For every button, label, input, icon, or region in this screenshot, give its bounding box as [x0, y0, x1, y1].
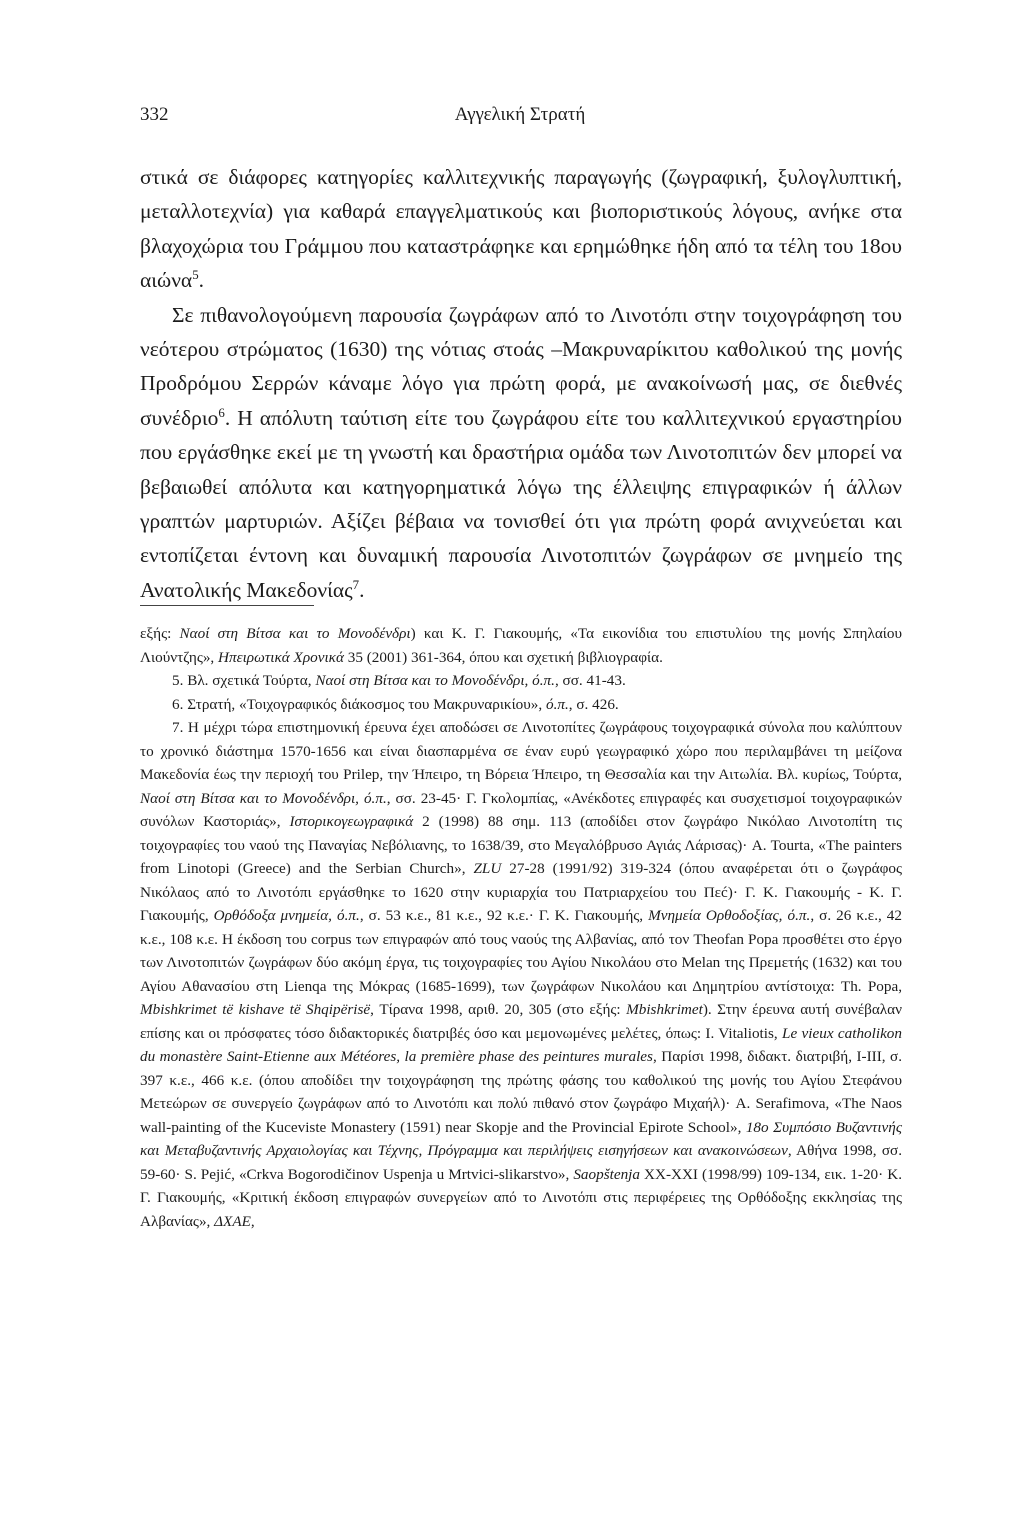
footnote-separator	[140, 605, 314, 606]
footnote-continuation	[140, 622, 902, 669]
fn7-text-5: , σ. 53 κ.ε., 81 κ.ε., 92 κ.ε.· Γ. Κ. Γιακουμής,	[359, 907, 649, 924]
fn7-italic-2: Ιστορικογεωγραφικά	[289, 813, 414, 830]
paragraph-2-text-b: . Η απόλυτη ταύτιση είτε του ζωγράφου είτε του καλλιτεχνικού εργαστηρίου που εργάσθηκε εκεί με τη γνωστή και δραστήρια ομάδα των Λινοτοπιτών δεν μπορεί να βεβαιωθεί απόλυτα και κατηγορηματικά λόγω της έλλειψης επιγραφικών ή άλλων γραπτών μαρτυριών. Αξίζει βέβαια να τονισθεί ότι για πρώτη φορά ανιχνεύεται και εντοπίζεται έντονη και δυναμική παρουσία Λινοτοπιτών ζωγράφων σε μνημείο της Ανατολικής Μακεδονίας	[140, 405, 902, 602]
fn7-text-9: , Παρίσι 1998, διδακτ. διατριβή, I-III, σ. 397 κ.ε., 466 κ.ε. (όπου αποδίδει την τοιχογράφηση της πρώτης φάσης του καθολικού της μονής του Αγίου Στεφάνου Μετεώρων σε συνεργείο ζωγράφων από το Λινοτόπι και πολύ πιθανό στον ζωγράφο Μιχαήλ)· A. Serafimova, «The Naos wall-painting of the Kuceviste Monastery (1591) near Skopje and the Provincial Epirote School»,	[140, 1048, 903, 1136]
page-number: 332	[140, 104, 169, 125]
main-text	[140, 160, 902, 607]
fn7-text-6: , σ. 26 κ.ε., 42 κ.ε., 108 κ.ε. Η έκδοση του corpus των επιγραφών από τους ναούς της Αλβανίας, από τον Theofan Popa προσθέτει στο έργο των Λινοτοπιτών ζωγράφων δύο ακόμη έργα, τις τοιχογραφίες του Αγίου Νικολάου στο Melan της Πρεμετής (1632) και του Αγίου Αθανασίου στη Lienqa της Μόκρας (1685-1699), των ζωγράφων Νικολάου και Δημητρίου αντίστοιχα: Th. Popa,	[140, 907, 902, 995]
fn7-italic-8: Le vieux catholikon du monastère Saint-Etienne aux Météores, la première phase des peintures murales	[140, 1024, 902, 1065]
fn6-text-2: , σ. 426.	[568, 695, 619, 713]
paragraph-1-text: στικά σε διάφορες κατηγορίες καλλιτεχνικής παραγωγής (ζωγραφική, ξυλογλυπτική, μεταλλοτεχνία) για καθαρά επαγγελματικούς και βιοποριστικούς λόγους, ανήκε στα βλαχοχώρια του Γράμμου που καταστράφηκε και ερημώθηκε ήδη από τα τέλη του 18ου αιώνα	[140, 165, 902, 293]
fn7-text-8: ). Στην έρευνα αυτή συνέβαλαν επίσης και οι πρόσφατες τόσο διδακτορικές διατριβές όσο και μεμονωμένες μελέτες, όπως: I. Vitaliotis,	[140, 1001, 902, 1042]
footnote-ref-6[interactable]: 6	[218, 405, 225, 420]
fn7-text-10: , Αθήνα 1998, σσ. 59-60· S. Pejić, «Crkva Bogorodičinov Uspenja u Mrtvici-slikarstvo»,	[140, 1142, 902, 1183]
paragraph-2-end: .	[359, 577, 365, 602]
fn7-italic-10: Saopštenja	[573, 1165, 640, 1183]
fn7-text-11: XX-XXI (1998/99) 109-134, εικ. 1-20· Κ. Γ. Γιακουμής, «Κριτική έκδοση επιγραφών συνεργείων από το Λινοτόπι στις περιφέρειες της Ορθόδοξης εκκλησίας της Αλβανίας»,	[140, 1165, 902, 1230]
footnotes	[140, 622, 902, 1233]
footnote-6	[140, 693, 902, 717]
fn7-italic-6: Mbishkrimet të kishave të Shqipërisë	[140, 1001, 371, 1018]
fn7-text-3: 2 (1998) 88 σημ. 113 (αποδίδει στον ζωγράφο Νικόλαο Λινοτοπίτη τις τοιχογραφίες του ναού της Παναγίας Νεβόλιανης, το 1638/39, στο Μεγαλόβρυσο Αγιάς Λάρισας)· A. Tourta, «The painters from Linotopi (Greece) and the Serbian Church»,	[140, 813, 903, 877]
fn5-text-2: , σσ. 41-43.	[554, 672, 626, 689]
fn7-italic-3: ZLU	[473, 860, 502, 877]
footnote-ref-5[interactable]: 5	[192, 268, 199, 283]
fn-cont-text-1: εξής:	[140, 625, 180, 642]
running-title: Αγγελική Στρατή	[454, 104, 586, 125]
fn7-italic-4: Ορθόδοξα μνημεία, ό.π.	[213, 907, 360, 924]
fn7-text-12: ,	[250, 1212, 255, 1230]
fn7-italic-9: 18ο Συμπόσιο Βυζαντινής και Μεταβυζαντινής Αρχαιολογίας και Τέχνης, Πρόγραμμα και περιλήψεις εισηγήσεων και ανακοινώσεων	[140, 1118, 902, 1159]
fn7-text-7: , Τίρανα 1998, αριθ. 20, 305 (στο εξής:	[370, 1001, 627, 1018]
fn7-italic-5: Μνημεία Ορθοδοξίας, ό.π.	[648, 907, 811, 924]
fn6-italic-1: ό.π.	[545, 695, 569, 713]
fn7-text-1: 7. Η μέχρι τώρα επιστημονική έρευνα έχει αποδώσει σε Λινοτοπίτες ζωγράφους τοιχογραφικά σύνολα που καλύπτουν το χρονικό διάστημα 1570-1656 και είναι διασπαρμένα σε έναν ευρύ γεωγραφικό χώρο που περιλαμβάνει τη μείζονα Μακεδονία έως την περιοχή του Prilep, την Ήπειρο, τη Βόρεια Ήπειρο, τη Θεσσαλία και την Αιτωλία. Βλ. κυρίως, Τούρτα,	[140, 719, 902, 783]
fn5-italic-1: Ναοί στη Βίτσα και το Μονοδένδρι, ό.π.	[315, 672, 555, 689]
paragraph-1	[140, 160, 902, 298]
footnote-5	[140, 669, 902, 693]
fn-cont-italic-2: Ηπειρωτικά Χρονικά	[218, 648, 344, 666]
fn7-text-4: 27-28 (1991/92) 319-324 (όπου αναφέρεται ότι ο ζωγράφος Νικόλαος από το Λινοτόπι εργάσθηκε το 1620 στην κυριαρχία του Πατριαρχείου του Πεć)· Γ. Κ. Γιακουμής - Κ. Γ. Γιακουμής,	[140, 860, 902, 924]
paragraph-1-end: .	[198, 268, 205, 293]
paragraph-2	[140, 298, 902, 608]
fn-cont-text-2: ) και Κ. Γ. Γιακουμής, «Τα εικονίδια του επιστυλίου της μονής Σπηλαίου Λιούντζης»,	[140, 625, 902, 666]
page-header	[140, 104, 900, 130]
fn-cont-italic-1: Ναοί στη Βίτσα και το Μονοδένδρι	[179, 625, 411, 642]
fn7-italic-1: Ναοί στη Βίτσα και το Μονοδένδρι, ό.π.	[140, 789, 387, 807]
fn7-italic-7: Mbishkrimet	[626, 1001, 703, 1018]
fn7-text-2: , σσ. 23-45· Γ. Γκολομπίας, «Ανέκδοτες επιγραφές και συσχετισμοί τοιχογραφικών συνόλων Καστοριάς»,	[140, 789, 902, 830]
fn7-italic-11: ΔΧΑΕ	[214, 1212, 251, 1230]
footnote-7	[140, 716, 902, 1233]
fn-cont-text-3: 35 (2001) 361-364, όπου και σχετική βιβλιογραφία.	[343, 648, 663, 666]
fn6-text-1: 6. Στρατή, «Τοιχογραφικός διάκοσμος του Μακρυναρικίου»,	[172, 695, 546, 713]
fn5-text-1: 5. Βλ. σχετικά Τούρτα,	[172, 672, 316, 689]
paragraph-2-text-a: Σε πιθανολογούμενη παρουσία ζωγράφων από το Λινοτόπι στην τοιχογράφηση του νεότερου στρώματος (1630) της νότιας στοάς –Μακρυναρίκιτου καθολικού της μονής Προδρόμου Σερρών κάναμε λόγο για πρώτη φορά, με ανακοίνωσή μας, σε διεθνές συνέδριο	[140, 302, 902, 430]
footnote-ref-7[interactable]: 7	[352, 577, 360, 592]
